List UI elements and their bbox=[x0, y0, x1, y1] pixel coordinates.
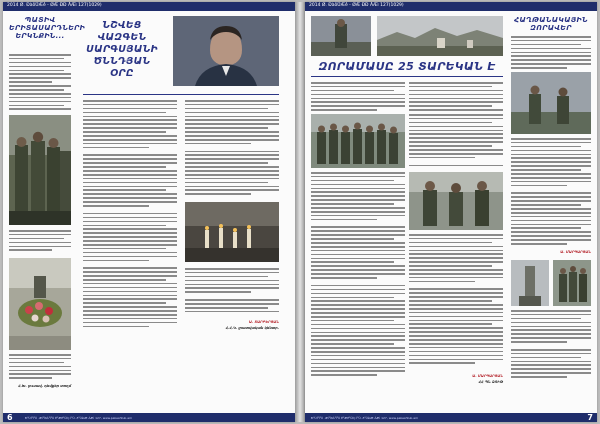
right-side-signature-name: Ա. ՄԱՐԳԱՐՅԱՆ bbox=[560, 250, 591, 254]
right-signature-name: Ա. ՄԱՐԳԱՐՅԱՆ bbox=[472, 374, 503, 378]
left-main-headline: ՆՇՎԵՑ ՎԱԶԳԵՆ ՍԱՐԳՍՅԱՆԻ ԾՆՆԴՅԱՆ ՕՐԸ bbox=[86, 20, 158, 79]
left-candles-photo bbox=[185, 202, 279, 262]
right-soldiers-photo bbox=[311, 114, 405, 168]
left-footer-text: Ð²ÚÎ²Î²Ü ·Æî²ÎðÂ²Î²Ü Ê²ÆÈ²ÜîÇ Î²Ü. ð²ÜêïÆ ÂÆì 127, www.pakeshtuk.am bbox=[25, 416, 132, 420]
left-page-footer bbox=[3, 413, 295, 422]
right-main-headline: ԶՈՐԱՄԱՍԸ 25 ՏԱՐԵԿԱՆ Է bbox=[318, 60, 496, 73]
right-group-photo bbox=[553, 260, 591, 306]
vazgen-sargsyan-portrait bbox=[173, 16, 279, 86]
right-top-photo bbox=[311, 16, 371, 56]
left-soldiers-photo bbox=[9, 115, 71, 225]
left-side-article-text-3 bbox=[9, 354, 71, 381]
right-main-article-col-2b bbox=[409, 114, 503, 168]
right-officer-photo bbox=[511, 72, 591, 134]
right-main-article-col-2c bbox=[409, 234, 503, 366]
left-main-article-col-2b bbox=[185, 268, 279, 315]
right-side-article-text-2 bbox=[511, 138, 591, 247]
right-page bbox=[305, 2, 597, 422]
left-page bbox=[3, 2, 295, 422]
left-page-number: 6 bbox=[7, 413, 13, 422]
left-main-article-col-2 bbox=[185, 100, 279, 197]
right-side-article-text bbox=[511, 36, 591, 71]
left-side-article-text bbox=[9, 54, 71, 112]
right-main-article-col-1b bbox=[311, 172, 405, 378]
right-side-article-text-3 bbox=[511, 310, 591, 380]
right-page-number: 7 bbox=[587, 413, 593, 422]
right-header-date: 2014 Ø. ÐàôÜÆê - ØÆ ÐÐ ÂÆì 127(1029) bbox=[309, 3, 404, 8]
right-footer-text: Ð²ÚÎ²Î²Ü ·Æî²ÎðÂ²Î²Ü Ê²ÆÈ²ÜîÇ Î²Ü. ð²ÜêïÆ ÂÆì 127, www.pakeshtuk.am bbox=[311, 416, 418, 420]
left-headline-divider bbox=[83, 94, 279, 95]
left-page-header bbox=[3, 2, 295, 11]
left-header-date: 2014 Ø. ÐàôÜÆê - ØÆ ÐÐ ÂÆì 127(1029) bbox=[7, 3, 102, 8]
right-main-article-col-2 bbox=[409, 82, 503, 113]
left-side-article-text-2 bbox=[9, 230, 71, 253]
right-headline-divider bbox=[311, 76, 503, 77]
left-side-caption: Հ.Խ. լուսավ. դեմքեր տողմ bbox=[18, 384, 71, 388]
left-signature-sub: Հ.Հ.Կ. լրատվական կենտր. bbox=[225, 326, 279, 330]
left-memorial-photo bbox=[9, 258, 71, 350]
right-side-headline: ՀԱՂԹԱՆԱԿԱՅԻՆ ԶՈՐԱՎԵՐ bbox=[514, 16, 588, 32]
left-signature-name: Ա. ՏԱՐԲԵՐՅԱՆ bbox=[248, 320, 279, 324]
left-main-article-col-1 bbox=[83, 100, 177, 330]
right-ceremony-photo bbox=[409, 172, 503, 230]
right-page-header bbox=[305, 2, 597, 11]
right-main-article-col-1 bbox=[311, 82, 405, 113]
right-signature-sub: ՀՀ ՊՆ ԶՈՒԹ bbox=[478, 380, 503, 384]
right-landscape-photo bbox=[377, 16, 503, 56]
spread-gutter bbox=[295, 2, 305, 422]
left-side-headline: ՊԱՏԻՎ ԵՐԻՏԱՍԱՐԴՆԵՐԻ ԵՐԿՆՔԻՆ... bbox=[9, 16, 86, 40]
right-page-footer bbox=[305, 413, 597, 422]
right-monument-photo bbox=[511, 260, 549, 306]
